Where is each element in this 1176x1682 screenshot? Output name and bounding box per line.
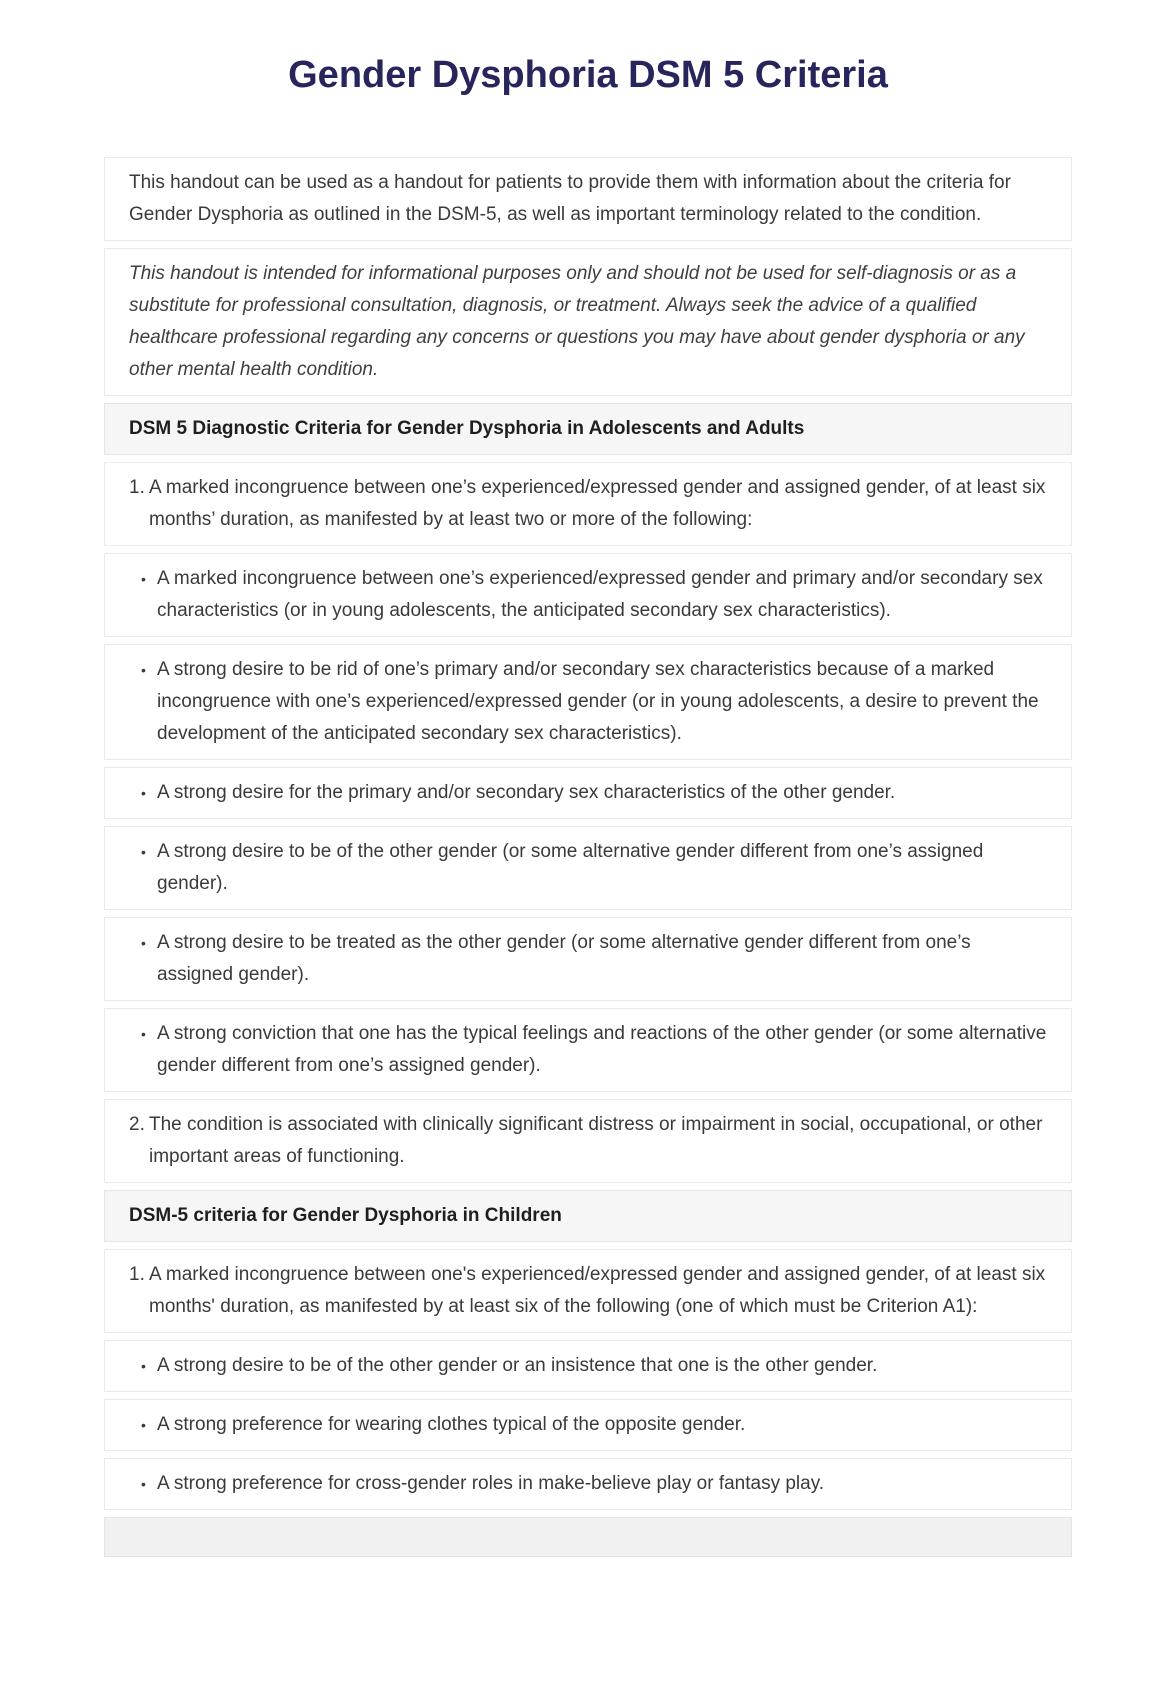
bullet-icon: • xyxy=(141,1417,146,1433)
bullet-text: A strong desire to be of the other gender or an insistence that one is the other gender. xyxy=(157,1355,878,1376)
bullet-icon: • xyxy=(141,1026,146,1042)
bullet-text: A strong desire to be treated as the other gender (or some alternative gender different from one’s assigned gender). xyxy=(157,932,971,985)
adults-bullet-3 xyxy=(104,767,1072,819)
disclaimer-paragraph-text: This handout is intended for informational purposes only and should not be used for self-diagnosis or as a substitute for professional consultation, diagnosis, or treatment. Always seek the advice of a qualified healthcare professional regarding any concerns or questions you may have about gender dysphoria or any other mental health condition. xyxy=(129,263,1025,380)
adults-section-heading-text: DSM 5 Diagnostic Criteria for Gender Dysphoria in Adolescents and Adults xyxy=(129,418,805,439)
bullet-icon: • xyxy=(141,935,146,951)
bullet-icon: • xyxy=(141,1358,146,1374)
bullet-text: A strong desire to be of the other gender (or some alternative gender different from one’s assigned gender). xyxy=(157,841,984,894)
children-criterion-1 xyxy=(104,1249,1072,1333)
bullet-text: A strong desire to be rid of one’s primary and/or secondary sex characteristics because of a marked incongruence with one’s experienced/expressed gender (or in young adolescents, a desire to prevent the development of the anticipated secondary sex characteristics). xyxy=(157,659,1039,744)
adults-section-heading xyxy=(104,403,1072,455)
criterion-text: A marked incongruence between one's experienced/expressed gender and assigned gender, of at least six months' duration, as manifested by at least six of the following (one of which must be Criterion A1): xyxy=(149,1264,1046,1317)
criterion-number: 2. xyxy=(129,1114,145,1135)
bullet-text: A strong preference for cross-gender roles in make-believe play or fantasy play. xyxy=(157,1473,825,1494)
bullet-text: A strong desire for the primary and/or secondary sex characteristics of the other gender. xyxy=(157,782,896,803)
bullet-icon: • xyxy=(141,571,146,587)
bullet-icon: • xyxy=(141,844,146,860)
children-section-heading-text: DSM-5 criteria for Gender Dysphoria in Children xyxy=(129,1205,562,1226)
document-body xyxy=(104,157,1072,1557)
criterion-text: A marked incongruence between one’s experienced/expressed gender and assigned gender, of at least six months’ duration, as manifested by at least two or more of the following: xyxy=(149,477,1046,530)
next-block-cutoff xyxy=(104,1517,1072,1557)
bullet-icon: • xyxy=(141,662,146,678)
bullet-icon: • xyxy=(141,1476,146,1492)
adults-bullet-4 xyxy=(104,826,1072,910)
bullet-icon: • xyxy=(141,785,146,801)
intro-paragraph-text: This handout can be used as a handout for patients to provide them with information about the criteria for Gender Dysphoria as outlined in the DSM-5, as well as important terminology related to the condition. xyxy=(129,172,1011,225)
bullet-text: A strong preference for wearing clothes typical of the opposite gender. xyxy=(157,1414,746,1435)
disclaimer-paragraph xyxy=(104,248,1072,396)
children-bullet-2 xyxy=(104,1399,1072,1451)
criterion-number: 1. xyxy=(129,1264,145,1285)
children-bullet-1 xyxy=(104,1340,1072,1392)
intro-paragraph xyxy=(104,157,1072,241)
adults-bullet-5 xyxy=(104,917,1072,1001)
adults-bullet-1 xyxy=(104,553,1072,637)
adults-criterion-2 xyxy=(104,1099,1072,1183)
page-title: Gender Dysphoria DSM 5 Criteria xyxy=(288,54,888,96)
children-bullet-3 xyxy=(104,1458,1072,1510)
adults-bullet-6 xyxy=(104,1008,1072,1092)
criterion-text: The condition is associated with clinically significant distress or impairment in social, occupational, or other important areas of functioning. xyxy=(149,1114,1043,1167)
adults-criterion-1 xyxy=(104,462,1072,546)
adults-bullet-2 xyxy=(104,644,1072,760)
bullet-text: A strong conviction that one has the typical feelings and reactions of the other gender (or some alternative gender different from one’s assigned gender). xyxy=(157,1023,1047,1076)
bullet-text: A marked incongruence between one’s experienced/expressed gender and primary and/or secondary sex characteristics (or in young adolescents, the anticipated secondary sex characteristics). xyxy=(157,568,1043,621)
criterion-number: 1. xyxy=(129,477,145,498)
children-section-heading xyxy=(104,1190,1072,1242)
